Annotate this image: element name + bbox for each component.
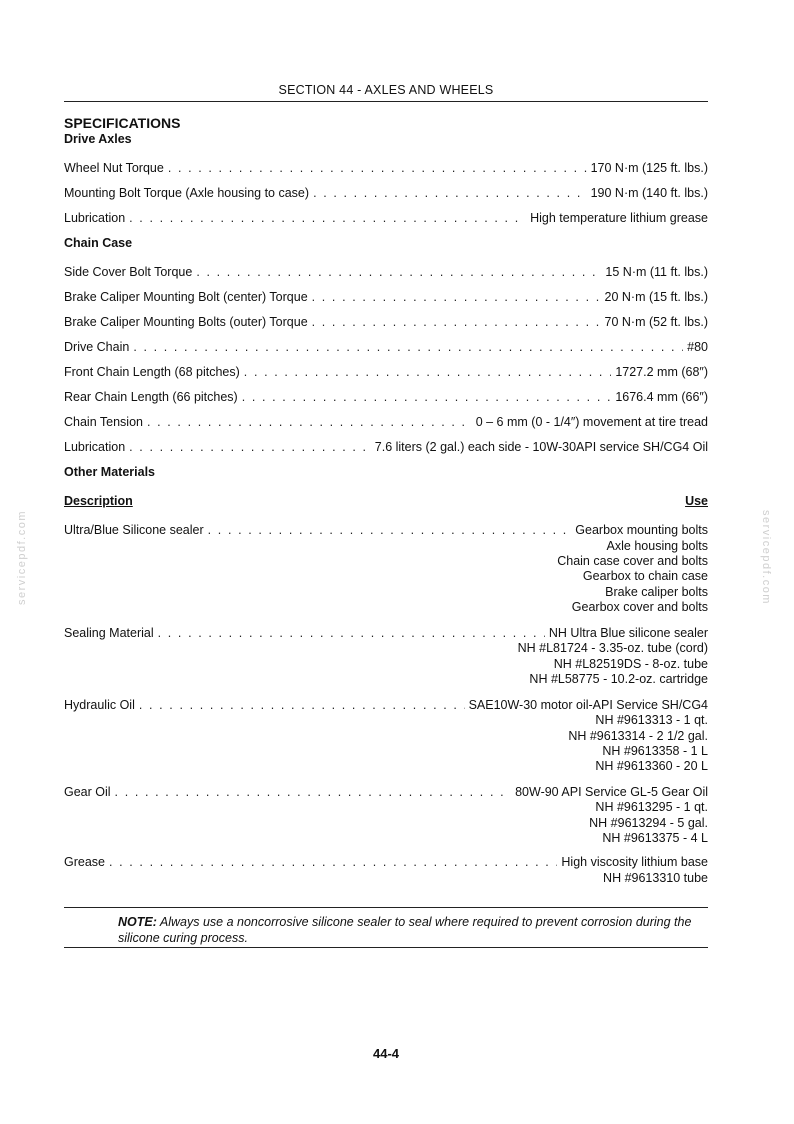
- material-use: NH Ultra Blue silicone sealer: [548, 626, 708, 640]
- leader-dots: [139, 698, 465, 713]
- watermark-right: servicepdf.com: [760, 510, 772, 605]
- description-column-header: Description: [64, 494, 133, 508]
- leader-dots: [158, 626, 545, 641]
- spec-value: High temperature lithium grease: [530, 211, 708, 225]
- note-text: Always use a noncorrosive silicone sealer to seal where required to prevent corrosion during the silicone curing process.: [118, 915, 692, 945]
- spec-value: #80: [687, 340, 708, 354]
- spec-row-drive-chain: [64, 340, 708, 355]
- material-use-line: Axle housing bolts: [606, 539, 708, 553]
- material-use: 80W-90 API Service GL-5 Gear Oil: [515, 785, 708, 799]
- leader-dots: [129, 440, 371, 455]
- material-part-line: NH #L81724 - 3.35-oz. tube (cord): [517, 641, 708, 655]
- spec-label: Front Chain Length (68 pitches): [64, 365, 240, 379]
- leader-dots: [129, 211, 526, 226]
- spec-row-axle-lubrication: [64, 211, 708, 226]
- leader-dots: [312, 315, 601, 330]
- material-label: Ultra/Blue Silicone sealer: [64, 523, 204, 537]
- leader-dots: [109, 855, 557, 870]
- spec-label: Drive Chain: [64, 340, 130, 354]
- spec-value: 1727.2 mm (68″): [615, 365, 708, 379]
- leader-dots: [115, 785, 512, 800]
- material-row-silicone-sealer: [64, 523, 708, 538]
- leader-dots: [313, 186, 587, 201]
- spec-label: Lubrication: [64, 211, 126, 225]
- spec-value: 7.6 liters (2 gal.) each side - 10W-30API service SH/CG4 Oil: [374, 440, 708, 454]
- spec-label: Brake Caliper Mounting Bolts (outer) Torque: [64, 315, 308, 329]
- material-use: Gearbox mounting bolts: [575, 523, 708, 537]
- material-label: Grease: [64, 855, 105, 869]
- material-use-line: Gearbox cover and bolts: [571, 600, 708, 614]
- spec-value: 20 N·m (15 ft. lbs.): [604, 290, 708, 304]
- material-part-line: NH #L58775 - 10.2-oz. cartridge: [529, 672, 708, 686]
- material-part-line: NH #9613360 - 20 L: [595, 759, 708, 773]
- material-use-line: Brake caliper bolts: [605, 585, 708, 599]
- spec-row-caliper-bolt-center: [64, 290, 708, 305]
- spec-value: 70 N·m (52 ft. lbs.): [604, 315, 708, 329]
- spec-row-mounting-bolt-torque: [64, 186, 708, 201]
- leader-dots: [208, 523, 572, 538]
- specifications-title: SPECIFICATIONS: [64, 115, 181, 131]
- spec-value: 15 N·m (11 ft. lbs.): [605, 265, 708, 279]
- material-part-line: NH #9613314 - 2 1/2 gal.: [568, 729, 708, 743]
- material-use: SAE10W-30 motor oil-API Service SH/CG4: [468, 698, 708, 712]
- section-header: SECTION 44 - AXLES AND WHEELS: [278, 83, 494, 97]
- leader-dots: [168, 161, 587, 176]
- spec-row-chain-case-lubrication: [64, 440, 708, 455]
- leader-dots: [196, 265, 601, 280]
- other-materials-heading: Other Materials: [64, 465, 156, 479]
- material-row-grease: [64, 855, 708, 870]
- material-label: Sealing Material: [64, 626, 154, 640]
- leader-dots: [242, 390, 612, 405]
- chain-case-heading: Chain Case: [64, 236, 133, 250]
- material-part-line: NH #9613375 - 4 L: [602, 831, 708, 845]
- spec-label: Brake Caliper Mounting Bolt (center) Torque: [64, 290, 308, 304]
- spec-value: 1676.4 mm (66″): [615, 390, 708, 404]
- material-part-line: NH #L82519DS - 8-oz. tube: [553, 657, 708, 671]
- spec-row-side-cover-bolt-torque: [64, 265, 708, 280]
- spec-label: Rear Chain Length (66 pitches): [64, 390, 238, 404]
- material-row-sealing-material: [64, 626, 708, 641]
- material-part-line: NH #9613310 tube: [603, 871, 708, 885]
- material-part-line: NH #9613294 - 5 gal.: [589, 816, 708, 830]
- note-bottom-rule: [64, 947, 708, 948]
- material-label: Gear Oil: [64, 785, 111, 799]
- spec-label: Side Cover Bolt Torque: [64, 265, 193, 279]
- spec-value: 190 N·m (140 ft. lbs.): [590, 186, 708, 200]
- material-use-line: Chain case cover and bolts: [557, 554, 708, 568]
- leader-dots: [147, 415, 472, 430]
- spec-value: 170 N·m (125 ft. lbs.): [590, 161, 708, 175]
- spec-row-chain-tension: [64, 415, 708, 430]
- material-part-line: NH #9613313 - 1 qt.: [595, 713, 708, 727]
- spec-label: Chain Tension: [64, 415, 143, 429]
- note-top-rule: [64, 907, 708, 908]
- material-part-line: NH #9613295 - 1 qt.: [595, 800, 708, 814]
- material-part-line: NH #9613358 - 1 L: [602, 744, 708, 758]
- material-label: Hydraulic Oil: [64, 698, 135, 712]
- spec-row-wheel-nut-torque: [64, 161, 708, 176]
- use-column-header: Use: [685, 494, 708, 508]
- note-block: [118, 914, 708, 946]
- note-label: NOTE:: [118, 915, 157, 929]
- header-divider: [64, 101, 708, 102]
- watermark-left: servicepdf.com: [16, 510, 28, 605]
- spec-label: Mounting Bolt Torque (Axle housing to case): [64, 186, 310, 200]
- page-number: 44-4: [372, 1046, 400, 1061]
- material-row-gear-oil: [64, 785, 708, 800]
- spec-row-caliper-bolts-outer: [64, 315, 708, 330]
- manual-page: [64, 0, 708, 1124]
- spec-label: Wheel Nut Torque: [64, 161, 164, 175]
- material-use: High viscosity lithium base: [561, 855, 708, 869]
- leader-dots: [244, 365, 612, 380]
- spec-row-rear-chain-length: [64, 390, 708, 405]
- leader-dots: [133, 340, 683, 355]
- material-row-hydraulic-oil: [64, 698, 708, 713]
- spec-value: 0 – 6 mm (0 - 1/4″) movement at tire tread: [475, 415, 708, 429]
- drive-axles-heading: Drive Axles: [64, 132, 132, 146]
- spec-row-front-chain-length: [64, 365, 708, 380]
- leader-dots: [312, 290, 601, 305]
- material-use-line: Gearbox to chain case: [582, 569, 708, 583]
- spec-label: Lubrication: [64, 440, 126, 454]
